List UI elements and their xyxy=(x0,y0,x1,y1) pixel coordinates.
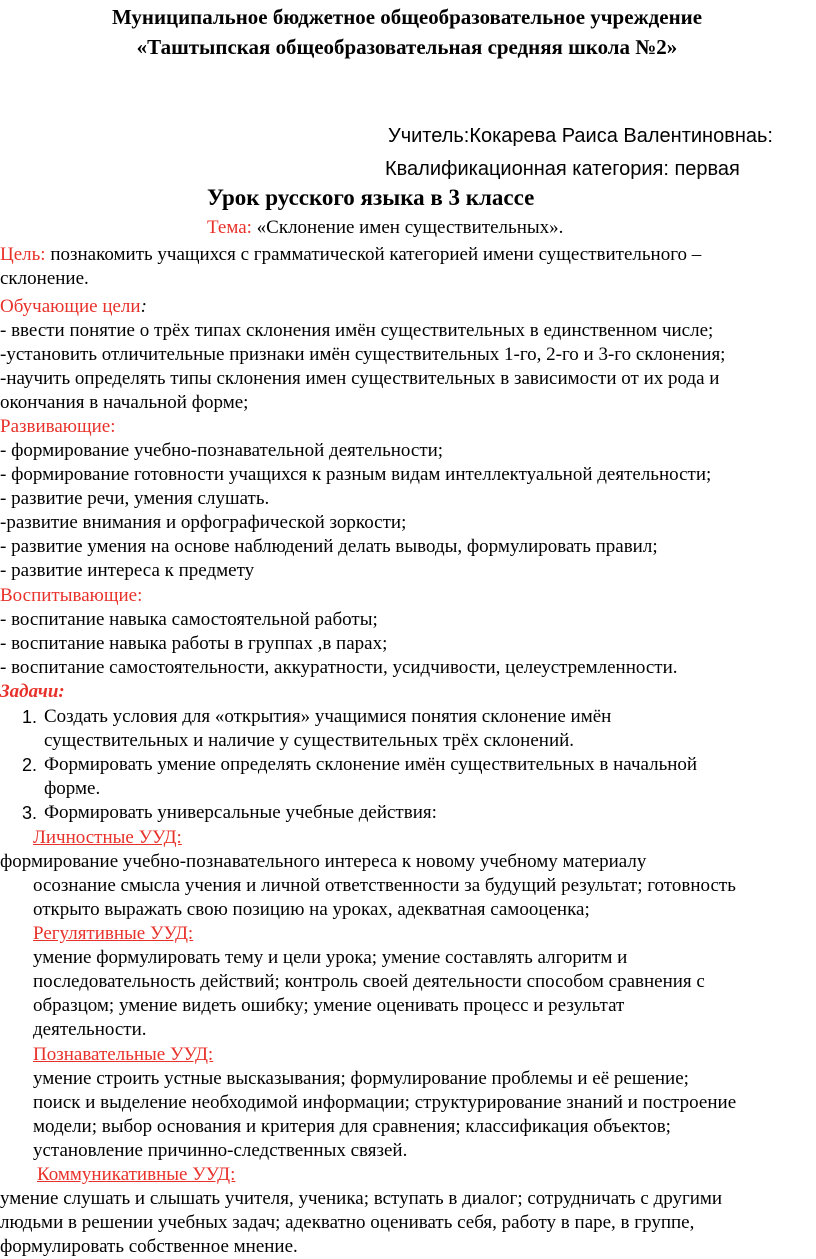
task-text: Формировать умение определять склонение имён существительных в начальной xyxy=(44,754,698,775)
communicative-uud-line: умение слушать и слышать учителя, ученика; вступать в диалог; сотрудничать с другими xyxy=(0,1188,723,1209)
goal-line-1 xyxy=(0,243,701,267)
regulative-uud-heading: Регулятивные УУД: xyxy=(33,923,194,944)
teacher-name: Учитель:Кокарева Раиса Валентиновнаь: xyxy=(388,125,773,147)
topic-label: Тема: xyxy=(207,217,252,238)
regulative-uud-line: образцом; умение видеть ошибку; умение оценивать процесс и результат xyxy=(33,995,625,1016)
personal-uud-line: формирование учебно-познавательного интереса к новому учебному материалу xyxy=(0,851,647,872)
cognitive-uud-line: установление причинно-следственных связей. xyxy=(33,1140,408,1161)
task-number: 1. xyxy=(22,707,38,727)
teaching-goal-line: окончания в начальной форме; xyxy=(0,392,249,413)
teaching-goal-line: -установить отличительные признаки имён существительных 1-го, 2-го и 3-го склонения; xyxy=(0,344,726,365)
task-text: существительных и наличие у существительных трёх склонений. xyxy=(44,730,575,751)
lesson-title: Урок русского языка в 3 классе xyxy=(207,185,535,210)
topic-value: «Склонение имен существительных». xyxy=(251,217,564,238)
communicative-uud-line: людьми в решении учебных задач; адекватно оценивать себя, работу в паре, в группе, xyxy=(0,1212,695,1233)
cognitive-uud-line: умение строить устные высказывания; формулирование проблемы и её решение; xyxy=(33,1068,689,1089)
teaching-goals-heading xyxy=(0,295,147,319)
regulative-uud-line: деятельности. xyxy=(33,1019,147,1040)
teaching-goal-line: -научить определять типы склонения имен существительных в зависимости от их рода и xyxy=(0,368,720,389)
personal-uud-line: открыто выражать свою позицию на уроках, адекватная самооценка; xyxy=(33,899,590,920)
developing-line: - формирование готовности учащихся к разным видам интеллектуальной деятельности; xyxy=(0,464,712,485)
goal-label: Цель: xyxy=(0,244,46,265)
school-name-line-1: Муниципальное бюджетное общеобразовательное учреждение xyxy=(111,5,703,29)
educational-heading: Воспитывающие: xyxy=(0,585,143,606)
cognitive-uud-line: поиск и выделение необходимой информации; структурирование знаний и построение xyxy=(33,1092,737,1113)
personal-uud-heading: Личностные УУД: xyxy=(33,827,182,848)
communicative-uud-heading: Коммуникативные УУД: xyxy=(37,1164,236,1185)
cognitive-uud-line: модели; выбор основания и критерия для сравнения; классификация объектов; xyxy=(33,1116,671,1137)
topic-line xyxy=(207,216,563,240)
teaching-goals-heading-text: Обучающие цели xyxy=(0,296,141,317)
developing-line: - формирование учебно-познавательной деятельности; xyxy=(0,440,444,461)
goal-text-2: склонение. xyxy=(0,268,89,289)
task-text: Создать условия для «открытия» учащимися понятия склонение имён xyxy=(44,706,612,727)
tasks-heading: Задачи: xyxy=(0,681,65,702)
developing-line: -развитие внимания и орфографической зоркости; xyxy=(0,512,407,533)
personal-uud-line: осознание смысла учения и личной ответственности за будущий результат; готовность xyxy=(33,875,736,896)
teaching-goals-colon: : xyxy=(140,296,147,317)
regulative-uud-line: последовательность действий; контроль своей деятельности способом сравнения с xyxy=(33,971,705,992)
educational-line: - воспитание навыка работы в группах ,в парах; xyxy=(0,633,388,654)
developing-line: - развитие умения на основе наблюдений делать выводы, формулировать правил; xyxy=(0,536,658,557)
educational-line: - воспитание навыка самостоятельной работы; xyxy=(0,609,378,630)
developing-heading: Развивающие: xyxy=(0,416,116,437)
school-name-line-2: «Таштыпская общеобразовательная средняя школа №2» xyxy=(136,35,678,59)
goal-text-1: познакомить учащихся с грамматической категорией имени существительного – xyxy=(45,244,702,265)
task-number: 3. xyxy=(22,803,38,823)
developing-line: - развитие речи, умения слушать. xyxy=(0,488,270,509)
task-number: 2. xyxy=(22,755,38,775)
task-text: Формировать универсальные учебные действия: xyxy=(44,802,437,823)
communicative-uud-line: формулировать собственное мнение. xyxy=(0,1236,298,1257)
educational-line: - воспитание самостоятельности, аккуратности, усидчивости, целеустремленности. xyxy=(0,657,678,678)
cognitive-uud-heading: Познавательные УУД: xyxy=(33,1044,214,1065)
teaching-goal-line: - ввести понятие о трёх типах склонения имён существительных в единственном числе; xyxy=(0,320,714,341)
regulative-uud-line: умение формулировать тему и цели урока; умение составлять алгоритм и xyxy=(33,947,628,968)
teacher-category: Квалификационная категория: первая xyxy=(385,158,740,180)
task-text: форме. xyxy=(44,778,101,799)
developing-line: - развитие интереса к предмету xyxy=(0,560,255,581)
